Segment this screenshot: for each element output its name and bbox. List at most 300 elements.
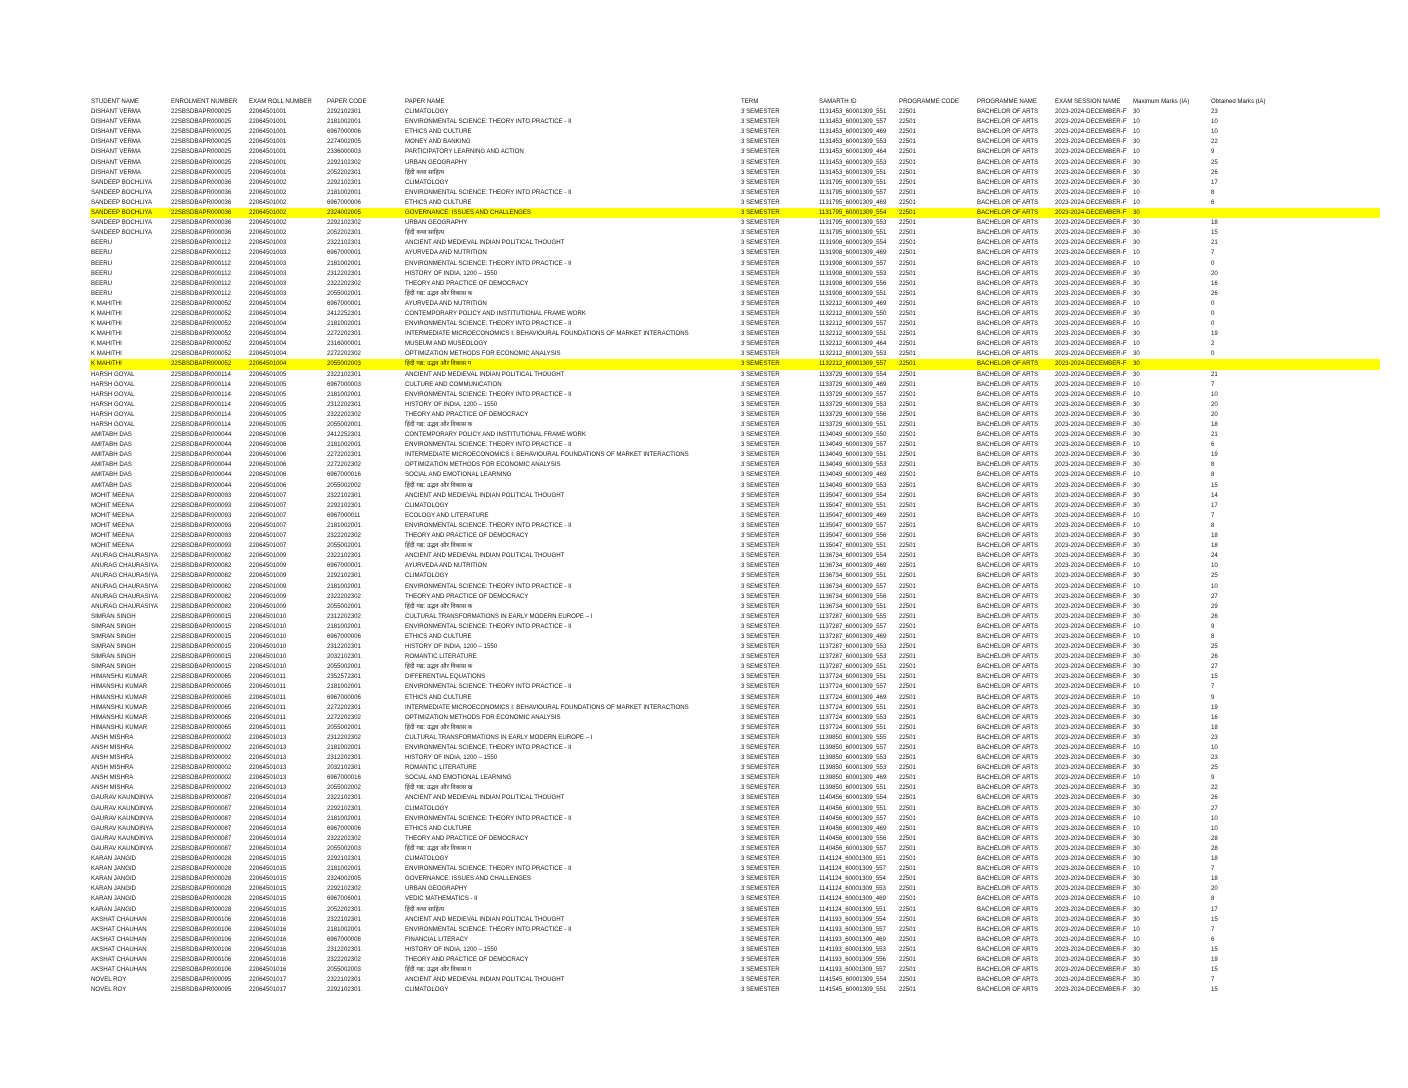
table-cell: हिंदी कथा साहित्य bbox=[405, 229, 444, 237]
table-cell: 28 bbox=[1211, 844, 1218, 852]
table-cell: 2023-2024-DECEMBER-F bbox=[1055, 289, 1127, 297]
table-row bbox=[90, 430, 1380, 440]
table-cell: 10 bbox=[1133, 632, 1140, 640]
header-row bbox=[90, 97, 1380, 107]
table-cell: 22501 bbox=[899, 955, 916, 963]
table-cell: ENVIRONMENTAL SCIENCE: THEORY INTO PRACTICE - II bbox=[405, 865, 572, 873]
table-cell: 2023-2024-DECEMBER-F bbox=[1055, 733, 1127, 741]
table-cell: 10 bbox=[1211, 118, 1218, 126]
table-cell: 2272202301 bbox=[327, 330, 361, 338]
table-cell: 6967000006 bbox=[327, 824, 361, 832]
table-cell: 22501 bbox=[899, 885, 916, 893]
header-cell: ENROLMENT NUMBER bbox=[171, 98, 238, 105]
table-cell: हिंदी गद्य: उद्भव और विकास ग bbox=[405, 360, 472, 368]
table-cell: 3 SEMESTER bbox=[741, 703, 780, 711]
table-cell: 3 SEMESTER bbox=[741, 360, 780, 368]
table-cell: 22501 bbox=[899, 330, 916, 338]
table-cell: 22064501003 bbox=[249, 289, 287, 297]
table-cell: INTERMEDIATE MICROECONOMICS I: BEHAVIOURAL FOUNDATIONS OF MARKET INTERACTIONS bbox=[405, 330, 689, 338]
table-cell: 2023-2024-DECEMBER-F bbox=[1055, 188, 1127, 196]
table-cell: 3 SEMESTER bbox=[741, 188, 780, 196]
table-cell: 7 bbox=[1211, 925, 1215, 933]
table-cell: 1140456_60001309_554 bbox=[819, 794, 887, 802]
table-cell: 30 bbox=[1133, 885, 1140, 893]
table-cell: 10 bbox=[1133, 582, 1140, 590]
table-row bbox=[90, 390, 1380, 400]
table-cell: AKSHAT CHAUHAN bbox=[91, 935, 147, 943]
table-cell: 30 bbox=[1133, 309, 1140, 317]
table-cell: 22SBSDBAPR000093 bbox=[171, 491, 232, 499]
table-cell: 2032102301 bbox=[327, 764, 361, 772]
table-cell: 3 SEMESTER bbox=[741, 865, 780, 873]
table-cell: 0 bbox=[1211, 259, 1215, 267]
table-cell: 22064501011 bbox=[249, 693, 286, 701]
table-cell: 2023-2024-DECEMBER-F bbox=[1055, 955, 1127, 963]
table-cell: ENVIRONMENTAL SCIENCE: THEORY INTO PRACTICE - II bbox=[405, 259, 572, 267]
table-cell: 22SBSDBAPR000002 bbox=[171, 764, 232, 772]
table-cell: 6967000003 bbox=[327, 380, 361, 388]
table-cell: 22064501015 bbox=[249, 875, 287, 883]
table-cell: 3 SEMESTER bbox=[741, 814, 780, 822]
table-cell: BACHELOR OF ARTS bbox=[977, 764, 1039, 772]
table-cell: 22501 bbox=[899, 733, 916, 741]
table-cell: 22SBSDBAPR000028 bbox=[171, 855, 232, 863]
table-cell: 1139850_60001309_557 bbox=[819, 744, 887, 751]
table-row bbox=[90, 511, 1380, 521]
table-cell: SOCIAL AND EMOTIONAL LEARNING bbox=[405, 471, 512, 479]
table-cell: 1131795_60001309_554 bbox=[819, 209, 887, 217]
table-cell: 2023-2024-DECEMBER-F bbox=[1055, 198, 1127, 206]
table-cell: BACHELOR OF ARTS bbox=[977, 582, 1039, 590]
table-cell: 8 bbox=[1211, 188, 1215, 196]
table-cell: 30 bbox=[1133, 360, 1140, 368]
table-cell: 30 bbox=[1133, 703, 1140, 711]
table-cell: 22064501003 bbox=[249, 269, 287, 277]
table-cell: 2023-2024-DECEMBER-F bbox=[1055, 855, 1127, 863]
table-cell: 3 SEMESTER bbox=[741, 824, 780, 832]
table-row bbox=[90, 460, 1380, 470]
table-cell: ECOLOGY AND LITERATURE bbox=[405, 511, 489, 519]
table-cell: 1131908_60001309_551 bbox=[819, 289, 887, 297]
table-cell: 22501 bbox=[899, 643, 916, 651]
table-row bbox=[90, 107, 1380, 117]
table-cell: 22SBSDBAPR000087 bbox=[171, 844, 232, 852]
table-cell: 3 SEMESTER bbox=[741, 481, 780, 489]
header-cell: Obtained Marks (IA) bbox=[1211, 98, 1266, 105]
table-cell: 22SBSDBAPR000028 bbox=[171, 895, 232, 903]
table-cell: 22SBSDBAPR000025 bbox=[171, 148, 232, 156]
table-cell: AYURVEDA AND NUTRITION bbox=[405, 299, 487, 307]
table-cell: CLIMATOLOGY bbox=[405, 572, 449, 580]
table-cell: ENVIRONMENTAL SCIENCE: THEORY INTO PRACTICE - II bbox=[405, 521, 572, 529]
table-cell: BACHELOR OF ARTS bbox=[977, 299, 1039, 307]
table-cell: 1131453_60001309_551 bbox=[819, 168, 887, 176]
table-cell: 22501 bbox=[899, 158, 916, 166]
table-cell: 22501 bbox=[899, 814, 916, 822]
table-cell: 2055002002 bbox=[327, 481, 361, 489]
table-cell: 30 bbox=[1133, 138, 1140, 146]
table-cell: 2023-2024-DECEMBER-F bbox=[1055, 209, 1127, 217]
table-row bbox=[90, 915, 1380, 925]
table-cell: SIMRAN SINGH bbox=[91, 663, 136, 671]
table-cell: CULTURAL TRANSFORMATIONS IN EARLY MODERN EUROPE – I bbox=[405, 733, 593, 741]
table-cell: 3 SEMESTER bbox=[741, 663, 780, 671]
table-cell: 1131453_60001309_464 bbox=[819, 148, 887, 156]
table-cell: 2181002001 bbox=[327, 865, 361, 873]
table-row bbox=[90, 824, 1380, 834]
table-cell: SANDEEP BOCHLIYA bbox=[91, 209, 153, 217]
table-cell: 30 bbox=[1133, 875, 1140, 883]
table-cell: 3 SEMESTER bbox=[741, 572, 780, 580]
table-cell: GAURAV KAUNDINYA bbox=[91, 794, 154, 802]
table-row bbox=[90, 137, 1380, 147]
table-cell: 22064501009 bbox=[249, 552, 287, 560]
table-row bbox=[90, 773, 1380, 783]
table-cell: 1134049_60001309_550 bbox=[819, 431, 887, 439]
table-cell: 10 bbox=[1133, 895, 1140, 903]
table-cell: AMITABH DAS bbox=[91, 471, 132, 479]
table-cell: 16 bbox=[1211, 279, 1218, 287]
table-cell: 10 bbox=[1133, 925, 1140, 933]
table-cell: 22064501002 bbox=[249, 178, 287, 186]
table-cell: 22064501014 bbox=[249, 824, 287, 832]
table-cell: 2322202302 bbox=[327, 532, 361, 540]
table-cell: 30 bbox=[1133, 552, 1140, 560]
table-cell: 22064501001 bbox=[249, 118, 287, 126]
table-cell: 2023-2024-DECEMBER-F bbox=[1055, 239, 1127, 247]
table-cell: 21 bbox=[1211, 370, 1218, 378]
table-cell: SANDEEP BOCHLIYA bbox=[91, 198, 153, 206]
table-cell: 22064501006 bbox=[249, 441, 287, 449]
table-cell: 2023-2024-DECEMBER-F bbox=[1055, 219, 1127, 227]
table-cell: 22064501005 bbox=[249, 370, 287, 378]
table-row bbox=[90, 884, 1380, 894]
table-row bbox=[90, 703, 1380, 713]
table-cell: 22064501005 bbox=[249, 400, 287, 408]
table-cell: 6967000006 bbox=[327, 128, 361, 136]
table-cell: 30 bbox=[1133, 491, 1140, 499]
table-cell: 1131453_60001309_469 bbox=[819, 128, 887, 136]
table-cell: 1131908_60001309_554 bbox=[819, 239, 887, 247]
table-cell: 22SBSDBAPR000015 bbox=[171, 622, 232, 630]
table-cell: 22SBSDBAPR000106 bbox=[171, 925, 232, 933]
table-cell: 2023-2024-DECEMBER-F bbox=[1055, 774, 1127, 782]
table-cell: ENVIRONMENTAL SCIENCE: THEORY INTO PRACTICE - II bbox=[405, 744, 572, 751]
table-cell: 22064501011 bbox=[249, 713, 286, 721]
table-cell: 9 bbox=[1211, 774, 1215, 782]
table-cell: 2312202302 bbox=[327, 612, 361, 620]
table-cell: 30 bbox=[1133, 653, 1140, 661]
table-cell: AKSHAT CHAUHAN bbox=[91, 925, 147, 933]
table-cell: 30 bbox=[1133, 158, 1140, 166]
header-cell: PAPER CODE bbox=[327, 98, 367, 105]
table-cell: 22SBSDBAPR000002 bbox=[171, 744, 232, 751]
table-cell: 22SBSDBAPR000028 bbox=[171, 875, 232, 883]
table-cell: 22501 bbox=[899, 632, 916, 640]
table-cell: 2023-2024-DECEMBER-F bbox=[1055, 582, 1127, 590]
table-cell: 22064501003 bbox=[249, 279, 287, 287]
table-cell: AKSHAT CHAUHAN bbox=[91, 955, 147, 963]
table-cell: 30 bbox=[1133, 370, 1140, 378]
table-cell: हिंदी गद्य: उद्भव और विकास ख bbox=[405, 784, 473, 792]
table-row bbox=[90, 844, 1380, 854]
table-cell: SOCIAL AND EMOTIONAL LEARNING bbox=[405, 774, 512, 782]
table-cell: 22SBSDBAPR000095 bbox=[171, 986, 232, 994]
table-row bbox=[90, 380, 1380, 390]
table-cell: 2322102301 bbox=[327, 794, 361, 802]
table-cell: AMITABH DAS bbox=[91, 451, 132, 459]
table-cell: 30 bbox=[1133, 794, 1140, 802]
table-cell: BACHELOR OF ARTS bbox=[977, 451, 1039, 459]
table-row bbox=[90, 158, 1380, 168]
table-cell: 2181002001 bbox=[327, 188, 361, 196]
table-cell: ETHICS AND CULTURE bbox=[405, 693, 472, 701]
table-cell: 22501 bbox=[899, 491, 916, 499]
table-cell: 17 bbox=[1211, 905, 1218, 913]
table-cell: 22501 bbox=[899, 521, 916, 529]
table-cell: 22501 bbox=[899, 562, 916, 570]
table-row bbox=[90, 733, 1380, 743]
table-cell: 1131795_60001309_553 bbox=[819, 219, 887, 227]
table-cell: 1135047_60001309_554 bbox=[819, 491, 887, 499]
table-cell: 18 bbox=[1211, 855, 1218, 863]
table-cell: 22064501002 bbox=[249, 198, 287, 206]
table-cell: BACHELOR OF ARTS bbox=[977, 834, 1039, 842]
table-cell: 1137724_60001309_551 bbox=[819, 703, 887, 711]
table-cell: ANSH MISHRA bbox=[91, 774, 134, 782]
table-cell: 18 bbox=[1211, 542, 1218, 550]
table-cell: 1140456_60001309_557 bbox=[819, 814, 887, 822]
table-cell: 1135047_60001309_556 bbox=[819, 532, 887, 540]
table-cell: 30 bbox=[1133, 279, 1140, 287]
table-cell: 3 SEMESTER bbox=[741, 855, 780, 863]
table-cell: 22SBSDBAPR000015 bbox=[171, 663, 232, 671]
table-cell: 10 bbox=[1133, 744, 1140, 751]
table-cell: 22064501004 bbox=[249, 360, 287, 368]
table-cell: 22SBSDBAPR000036 bbox=[171, 219, 232, 227]
table-cell: 2023-2024-DECEMBER-F bbox=[1055, 491, 1127, 499]
table-cell: 2023-2024-DECEMBER-F bbox=[1055, 410, 1127, 418]
table-cell: 22SBSDBAPR000052 bbox=[171, 340, 232, 348]
table-cell: 10 bbox=[1133, 683, 1140, 691]
table-cell: हिंदी गद्य: उद्भव और विकास क bbox=[405, 723, 473, 731]
table-cell: BACHELOR OF ARTS bbox=[977, 552, 1039, 560]
table-row bbox=[90, 329, 1380, 339]
table-cell: 3 SEMESTER bbox=[741, 491, 780, 499]
table-cell: 3 SEMESTER bbox=[741, 713, 780, 721]
table-cell: HIMANSHU KUMAR bbox=[91, 693, 148, 701]
table-cell: 22064501007 bbox=[249, 532, 287, 540]
table-cell: 30 bbox=[1133, 905, 1140, 913]
table-cell: 3 SEMESTER bbox=[741, 511, 780, 519]
table-cell: 1131908_60001309_469 bbox=[819, 249, 887, 257]
table-row bbox=[90, 834, 1380, 844]
table-cell: 2023-2024-DECEMBER-F bbox=[1055, 471, 1127, 479]
table-cell: 2181002001 bbox=[327, 521, 361, 529]
table-cell: 7 bbox=[1211, 683, 1215, 691]
table-cell: 22501 bbox=[899, 895, 916, 903]
table-cell: 1133729_60001309_556 bbox=[819, 410, 887, 418]
table-cell: 2023-2024-DECEMBER-F bbox=[1055, 138, 1127, 146]
table-row bbox=[90, 804, 1380, 814]
table-cell: 30 bbox=[1133, 410, 1140, 418]
table-cell: 6967000006 bbox=[327, 632, 361, 640]
table-cell: 22501 bbox=[899, 905, 916, 913]
table-cell: 22501 bbox=[899, 178, 916, 186]
table-cell: HARSH GOYAL bbox=[91, 370, 135, 378]
table-cell: 3 SEMESTER bbox=[741, 754, 780, 762]
table-cell: 10 bbox=[1133, 148, 1140, 156]
table-cell: 3 SEMESTER bbox=[741, 168, 780, 176]
table-cell: 22064501013 bbox=[249, 764, 287, 772]
table-cell: 22064501010 bbox=[249, 632, 287, 640]
table-cell: 3 SEMESTER bbox=[741, 340, 780, 348]
table-cell: 2023-2024-DECEMBER-F bbox=[1055, 915, 1127, 923]
table-cell: 22SBSDBAPR000028 bbox=[171, 865, 232, 873]
table-cell: BACHELOR OF ARTS bbox=[977, 844, 1039, 852]
table-cell: 3 SEMESTER bbox=[741, 198, 780, 206]
table-cell: 3 SEMESTER bbox=[741, 955, 780, 963]
table-cell: 2023-2024-DECEMBER-F bbox=[1055, 784, 1127, 792]
table-cell: HARSH GOYAL bbox=[91, 410, 135, 418]
table-cell: 22SBSDBAPR000106 bbox=[171, 966, 232, 974]
table-cell: हिंदी कथा साहित्य bbox=[405, 905, 444, 913]
table-cell: 22501 bbox=[899, 855, 916, 863]
table-cell: SANDEEP BOCHLIYA bbox=[91, 219, 153, 227]
table-cell: 22501 bbox=[899, 723, 916, 731]
table-cell: HARSH GOYAL bbox=[91, 421, 135, 428]
table-cell: 2272202301 bbox=[327, 451, 361, 459]
table-cell: 22501 bbox=[899, 592, 916, 600]
table-cell: 18 bbox=[1211, 219, 1218, 227]
table-row bbox=[90, 793, 1380, 803]
table-cell: MOHIT MEENA bbox=[91, 511, 134, 519]
table-cell: 2292102301 bbox=[327, 855, 361, 863]
table-cell: 22501 bbox=[899, 299, 916, 307]
table-cell: 22SBSDBAPR000052 bbox=[171, 299, 232, 307]
table-cell: BACHELOR OF ARTS bbox=[977, 410, 1039, 418]
table-cell: 22501 bbox=[899, 350, 916, 358]
table-cell: 8 bbox=[1211, 895, 1215, 903]
table-row bbox=[90, 763, 1380, 773]
table-cell: 10 bbox=[1133, 511, 1140, 519]
table-cell: 22501 bbox=[899, 209, 916, 217]
table-cell: 3 SEMESTER bbox=[741, 764, 780, 772]
table-cell: 22SBSDBAPR000093 bbox=[171, 511, 232, 519]
table-cell: 1139850_60001309_553 bbox=[819, 754, 887, 762]
table-cell: NOVEL ROY bbox=[91, 986, 127, 994]
table-cell: 3 SEMESTER bbox=[741, 279, 780, 287]
table-cell: ENVIRONMENTAL SCIENCE: THEORY INTO PRACTICE - II bbox=[405, 683, 572, 691]
table-cell: 30 bbox=[1133, 663, 1140, 671]
table-cell: 22064501009 bbox=[249, 572, 287, 580]
table-cell: 8 bbox=[1211, 471, 1215, 479]
table-cell: 22064501016 bbox=[249, 945, 287, 953]
table-cell: 10 bbox=[1133, 774, 1140, 782]
table-cell: 30 bbox=[1133, 542, 1140, 550]
table-cell: 22064501015 bbox=[249, 885, 287, 893]
table-cell: 17 bbox=[1211, 501, 1218, 509]
table-cell: ROMANTIC LITERATURE bbox=[405, 653, 477, 661]
table-cell: BACHELOR OF ARTS bbox=[977, 229, 1039, 237]
table-cell: 22SBSDBAPR000114 bbox=[171, 390, 231, 398]
table-cell: ANURAG CHAURASIYA bbox=[91, 592, 158, 600]
table-cell: 22064501005 bbox=[249, 421, 287, 428]
table-cell: 2292102301 bbox=[327, 178, 361, 186]
table-cell: BACHELOR OF ARTS bbox=[977, 622, 1039, 630]
table-cell: 22SBSDBAPR000065 bbox=[171, 703, 232, 711]
table-cell: 9 bbox=[1211, 693, 1215, 701]
table-cell: BACHELOR OF ARTS bbox=[977, 935, 1039, 943]
table-cell: 1134049_60001309_551 bbox=[819, 451, 887, 459]
table-cell: 30 bbox=[1133, 461, 1140, 469]
table-cell: 22501 bbox=[899, 229, 916, 237]
table-cell: 22501 bbox=[899, 289, 916, 297]
table-row bbox=[90, 228, 1380, 238]
table-cell: BACHELOR OF ARTS bbox=[977, 855, 1039, 863]
table-cell: 2312202301 bbox=[327, 945, 361, 953]
table-cell: 22501 bbox=[899, 552, 916, 560]
table-cell: AMITABH DAS bbox=[91, 431, 132, 439]
table-cell: 1133729_60001309_469 bbox=[819, 380, 887, 388]
table-cell: 1141124_60001309_557 bbox=[819, 865, 886, 873]
table-cell: 30 bbox=[1133, 733, 1140, 741]
table-cell: 3 SEMESTER bbox=[741, 582, 780, 590]
table-row bbox=[90, 672, 1380, 682]
table-cell: 22SBSDBAPR000052 bbox=[171, 350, 232, 358]
table-cell: 2181002001 bbox=[327, 582, 361, 590]
table-cell: 22501 bbox=[899, 239, 916, 247]
table-cell: ANSH MISHRA bbox=[91, 754, 134, 762]
table-cell: 30 bbox=[1133, 239, 1140, 247]
table-cell: 1137287_60001309_555 bbox=[819, 612, 887, 620]
table-cell: 2023-2024-DECEMBER-F bbox=[1055, 511, 1127, 519]
table-cell: BACHELOR OF ARTS bbox=[977, 966, 1039, 974]
table-cell: 22SBSDBAPR000002 bbox=[171, 754, 232, 762]
table-row bbox=[90, 127, 1380, 137]
table-cell: 22501 bbox=[899, 865, 916, 873]
table-cell: 3 SEMESTER bbox=[741, 622, 780, 630]
table-cell: 30 bbox=[1133, 784, 1140, 792]
table-cell: 1131453_60001309_551 bbox=[819, 108, 887, 116]
table-cell: HISTORY OF INDIA, 1200 – 1550 bbox=[405, 269, 498, 277]
table-cell: ANSH MISHRA bbox=[91, 744, 134, 751]
table-cell: 3 SEMESTER bbox=[741, 794, 780, 802]
table-cell: ENVIRONMENTAL SCIENCE: THEORY INTO PRACTICE - II bbox=[405, 441, 572, 449]
table-cell: 30 bbox=[1133, 421, 1140, 428]
table-cell: 22501 bbox=[899, 340, 916, 348]
table-cell: 22SBSDBAPR000052 bbox=[171, 330, 232, 338]
table-cell: 3 SEMESTER bbox=[741, 249, 780, 257]
table-cell: 2023-2024-DECEMBER-F bbox=[1055, 653, 1127, 661]
table-cell: 20 bbox=[1211, 400, 1218, 408]
table-cell: 2023-2024-DECEMBER-F bbox=[1055, 744, 1127, 751]
table-cell: BACHELOR OF ARTS bbox=[977, 370, 1039, 378]
header-cell: PROGRAMME NAME bbox=[977, 98, 1037, 105]
table-cell: 2023-2024-DECEMBER-F bbox=[1055, 542, 1127, 550]
table-cell: 2023-2024-DECEMBER-F bbox=[1055, 168, 1127, 176]
table-cell: 22SBSDBAPR000112 bbox=[171, 289, 231, 297]
table-cell: 1137724_60001309_551 bbox=[819, 673, 887, 681]
table-cell: 1137287_60001309_557 bbox=[819, 622, 887, 630]
table-cell: 22501 bbox=[899, 915, 916, 923]
table-cell: 2292102302 bbox=[327, 219, 361, 227]
table-cell: 22SBSDBAPR000044 bbox=[171, 471, 232, 479]
table-cell: 2312202302 bbox=[327, 733, 361, 741]
table-cell: 22064501015 bbox=[249, 895, 287, 903]
table-cell: 10 bbox=[1211, 582, 1218, 590]
table-cell: 2292102301 bbox=[327, 108, 361, 116]
